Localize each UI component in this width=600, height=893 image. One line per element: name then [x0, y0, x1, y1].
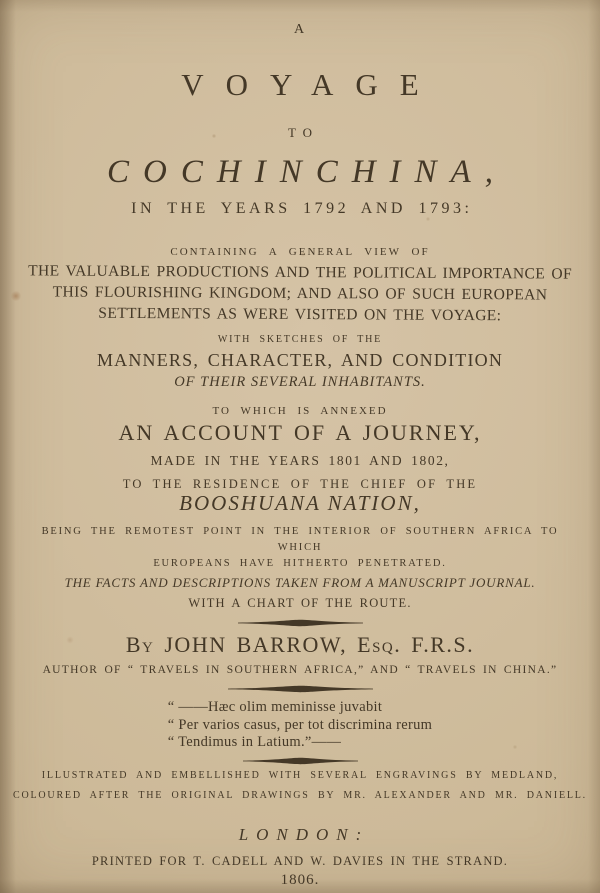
swelled-rule-divider: [243, 757, 358, 765]
swelled-rule-icon: [228, 685, 373, 693]
author-credits: AUTHOR OF “ TRAVELS IN SOUTHERN AFRICA,” AND “ TRAVELS IN CHINA.”: [42, 664, 558, 676]
book-title: VOYAGE: [181, 67, 441, 102]
epigraph-line-3: “ Tendimus in Latium.”——: [167, 734, 342, 750]
swelled-rule-icon: [238, 619, 363, 627]
latin-epigraph: [168, 699, 432, 752]
swelled-rule-divider: [228, 685, 373, 693]
account-of-journey-line: AN ACCOUNT OF A JOURNEY,: [118, 420, 482, 445]
chart-of-route-line: WITH A CHART OF THE ROUTE.: [188, 596, 412, 610]
general-view-line-2: THIS FLOURISHING KINGDOM; AND ALSO OF SUCH EUROPEAN: [52, 283, 548, 304]
title-preposition: TO: [287, 125, 320, 140]
imprint-year: 1806.: [280, 871, 320, 888]
general-view-line-1: THE VALUABLE PRODUCTIONS AND THE POLITICAL IMPORTANCE OF: [28, 262, 573, 283]
with-sketches-line: WITH SKETCHES OF THE: [217, 334, 383, 345]
general-view-paragraph: [4, 260, 596, 327]
facts-line: THE FACTS AND DESCRIPTIONS TAKEN FROM A MANUSCRIPT JOURNAL.: [64, 575, 536, 590]
manners-line: MANNERS, CHARACTER, AND CONDITION: [96, 350, 504, 370]
remotest-line-2: EUROPEANS HAVE HITHERTO PENETRATED.: [153, 558, 447, 569]
half-title: A: [293, 22, 307, 37]
remotest-line-1: BEING THE REMOTEST POINT IN THE INTERIOR OF SOUTHERN AFRICA TO WHICH: [41, 526, 567, 553]
journey-years-line: MADE IN THE YEARS 1801 AND 1802,: [150, 453, 450, 468]
swelled-rule-icon: [243, 757, 358, 765]
author-byline: By JOHN BARROW, Esq. F.R.S.: [125, 632, 475, 657]
epigraph-line-1: “ ——Hæc olim meminisse juvabit: [167, 699, 383, 715]
illustrated-line-1: ILLUSTRATED AND EMBELLISHED WITH SEVERAL ENGRAVINGS BY MEDLAND,: [41, 769, 559, 781]
booshuana-nation-line: BOOSHUANA NATION,: [179, 491, 421, 515]
imprint-city: LONDON:: [238, 824, 370, 844]
illustrated-line-2: COLOURED AFTER THE ORIGINAL DRAWINGS BY MR. ALEXANDER AND MR. DANIELL.: [13, 789, 587, 801]
imprint-publisher: PRINTED FOR T. CADELL AND W. DAVIES IN THE STRAND.: [91, 853, 509, 868]
epigraph-line-2: “ Per varios casus, per tot discrimina rerum: [167, 716, 433, 733]
general-view-line-3: SETTLEMENTS AS WERE VISITED ON THE VOYAGE:: [98, 304, 502, 325]
swelled-rule-divider: [238, 619, 363, 627]
inhabitants-line: OF THEIR SEVERAL INHABITANTS.: [174, 374, 426, 390]
voyage-years: IN THE YEARS 1792 AND 1793:: [131, 200, 473, 217]
residence-line: TO THE RESIDENCE OF THE CHIEF OF THE: [122, 477, 478, 491]
book-subtitle: COCHINCHINA,: [107, 154, 507, 190]
annexed-line: TO WHICH IS ANNEXED: [212, 405, 388, 417]
remotest-point-paragraph: [20, 524, 580, 572]
containing-line: CONTAINING A GENERAL VIEW OF: [170, 246, 430, 258]
